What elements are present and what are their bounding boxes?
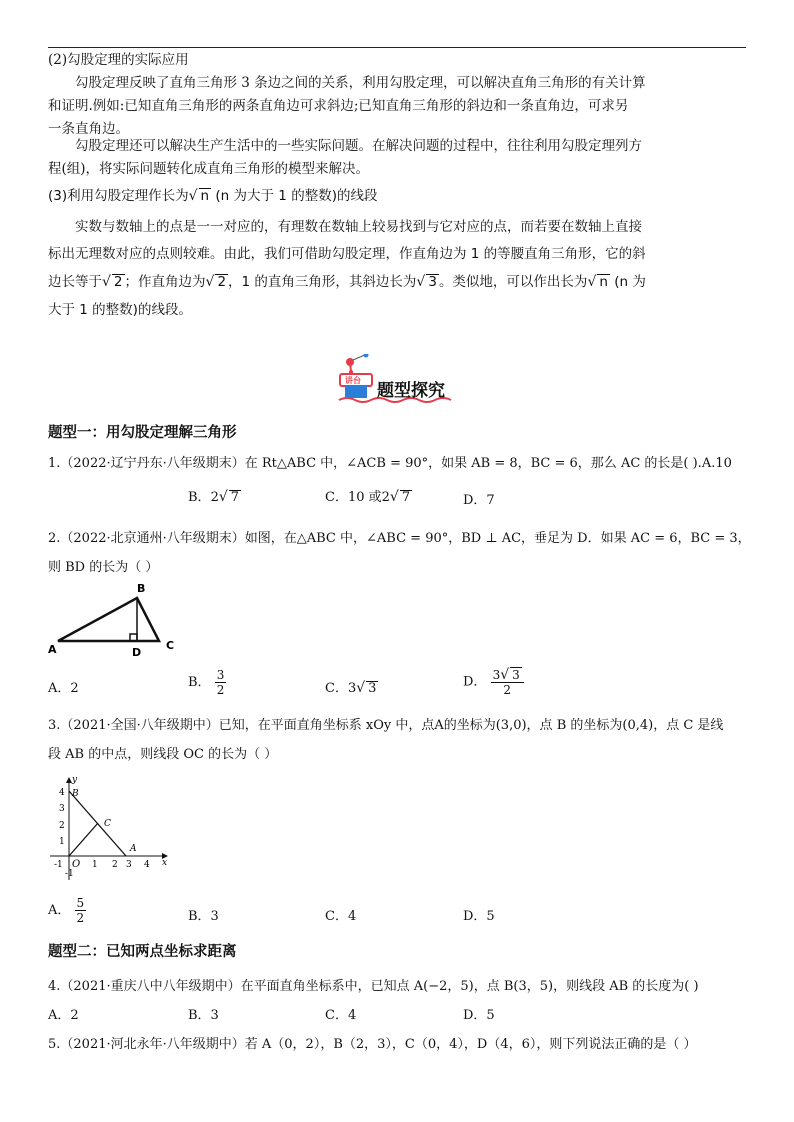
denominator: 2 bbox=[216, 683, 225, 697]
section2-paragraph2-line2: 程(组)，将实际问题转化成直角三角形的模型来解决。 bbox=[48, 161, 370, 177]
q4-option-a: A．2 bbox=[48, 1008, 79, 1023]
section2-paragraph1-line2: 和证明.例如:已知直角三角形的两条直角边可求斜边;已知直角三角形的斜边和一条直角边，可求另 bbox=[48, 98, 629, 114]
q3-xtick: -1 bbox=[54, 860, 63, 870]
q1-stem: 1.（2022·辽宁丹东·八年级期末）在 Rt△ABC 中，∠ACB = 90°，如果 AB = 8，BC = 6，那么 AC 的长是( ).A.10 bbox=[48, 456, 732, 471]
q4-option-d: D．5 bbox=[463, 1008, 495, 1023]
q2-option-b bbox=[188, 668, 226, 697]
q2-triangle-figure bbox=[44, 582, 184, 660]
section3-paragraph-line4: 大于 1 的整数)的线段。 bbox=[48, 302, 192, 318]
section2-paragraph1-line1: 勾股定理反映了直角三角形 3 条边之间的关系，利用勾股定理，可以解决直角三角形的有关计算 bbox=[75, 75, 646, 91]
section3-paragraph-line3: 边长等于√ 2 ；作直角边为√ 2 ，1 的直角三角形，其斜边长为√ 3 。类似地，可以作出长为√ n (n 为 bbox=[48, 274, 646, 290]
section2-paragraph1-line3: 一条直角边。 bbox=[48, 121, 129, 137]
radicand: 7 bbox=[401, 490, 411, 505]
q2-stem-line1: 2.（2022·北京通州·八年级期末）如图，在△ABC 中，∠ABC = 90°，BD ⊥ AC，垂足为 D．如果 AC = 6，BC = 3， bbox=[48, 531, 751, 546]
q3-coordinate-figure bbox=[44, 772, 176, 882]
text-segment: ；作直角边为 bbox=[124, 274, 206, 290]
q2-option-d bbox=[463, 667, 524, 697]
q3-stem-line2: 段 AB 的中点，则线段 OC 的长为（ ） bbox=[48, 747, 278, 762]
section3-paragraph-line1: 实数与数轴上的点是一一对应的，有理数在数轴上较易找到与它对应的点，而若要在数轴上直接 bbox=[75, 219, 642, 235]
section3-heading-radicand: n bbox=[200, 188, 210, 204]
top-rule bbox=[48, 47, 746, 48]
q3-xtick: 4 bbox=[144, 860, 150, 870]
option-label: A． bbox=[48, 903, 71, 918]
q3-ytick: 3 bbox=[59, 804, 65, 814]
section3-heading-pre: (3)利用勾股定理作长为 bbox=[48, 188, 189, 204]
section3-heading: (3)利用勾股定理作长为√ n (n 为大于 1 的整数)的线段 bbox=[48, 188, 378, 204]
q3-stem-line1: 3.（2021·全国·八年级期中）已知，在平面直角坐标系 xOy 中，点A的坐标为(3,0)，点 B 的坐标为(0,4)，点 C 是线 bbox=[48, 718, 724, 733]
option-label: B． bbox=[188, 675, 211, 690]
q3-point-c-label: C bbox=[104, 819, 111, 829]
coef: 3 bbox=[492, 668, 501, 682]
q4-option-b: B．3 bbox=[188, 1008, 219, 1023]
radicand: 2 bbox=[217, 274, 227, 290]
q3-origin-label: O bbox=[72, 859, 81, 870]
text-segment: ，1 的直角三角形，其斜边长为 bbox=[228, 274, 417, 290]
q3-option-b: B．3 bbox=[188, 909, 219, 924]
option-label: C． bbox=[325, 681, 348, 696]
numerator: 5 bbox=[76, 896, 85, 910]
q3-xtick: 1 bbox=[92, 860, 98, 870]
q3-ytick: -1 bbox=[65, 869, 74, 879]
q3-option-d: D．5 bbox=[463, 909, 495, 924]
q1-option-c: C．10 或2√ 7 bbox=[325, 489, 411, 505]
text-segment: 边长等于 bbox=[48, 274, 102, 290]
q2-option-c: C．3√ 3 bbox=[325, 680, 377, 696]
q3-point-a-label: A bbox=[130, 844, 137, 854]
text-segment: (n 为 bbox=[614, 274, 646, 290]
q5-stem: 5.（2021·河北永年·八年级期中）若 A（0，2），B（2，3），C（0，4），D（4，6），则下列说法正确的是（ ） bbox=[48, 1037, 697, 1052]
q3-point-b-label: B bbox=[72, 789, 79, 799]
fraction bbox=[491, 667, 524, 697]
banner-tag: 讲台 bbox=[345, 376, 361, 385]
q3-option-a bbox=[48, 896, 86, 925]
text-segment: 。类似地，可以作出长为 bbox=[438, 274, 588, 290]
q2-label-b: B bbox=[137, 582, 146, 595]
fraction bbox=[215, 668, 227, 697]
q3-option-c: C．4 bbox=[325, 909, 357, 924]
radicand: 3 bbox=[512, 668, 520, 682]
radicand: 3 bbox=[368, 681, 377, 696]
section2-paragraph2-line1: 勾股定理还可以解决生产生活中的一些实际问题。在解决问题的过程中，往往利用勾股定理列方 bbox=[75, 138, 642, 154]
q3-ytick: 1 bbox=[59, 837, 65, 847]
q1-option-b: B．2√ 7 bbox=[188, 489, 240, 505]
option-label: C．10 或 bbox=[325, 490, 382, 505]
q3-ytick: 4 bbox=[59, 788, 65, 798]
q3-x-axis-label: x bbox=[162, 858, 168, 868]
banner-title: 题型探究 bbox=[377, 381, 445, 401]
type1-heading: 题型一：用勾股定理解三角形 bbox=[48, 425, 237, 441]
coef: 3 bbox=[347, 681, 357, 696]
section2-heading: (2)勾股定理的实际应用 bbox=[48, 52, 189, 68]
q1-option-d: D．7 bbox=[463, 493, 495, 508]
q3-ytick: 2 bbox=[59, 821, 65, 831]
q3-xtick: 3 bbox=[126, 860, 132, 870]
denominator: 2 bbox=[503, 683, 511, 697]
type2-heading: 题型二：已知两点坐标求距离 bbox=[48, 944, 237, 960]
denominator: 2 bbox=[76, 911, 85, 925]
coef: 2 bbox=[210, 490, 219, 505]
q2-label-c: C bbox=[166, 639, 175, 652]
numerator: 3√ 3 bbox=[491, 667, 524, 683]
q4-option-c: C．4 bbox=[325, 1008, 357, 1023]
coef: 2 bbox=[381, 490, 390, 505]
q3-xtick: 2 bbox=[112, 860, 118, 870]
q3-y-axis-label: y bbox=[72, 775, 78, 785]
q2-label-d: D bbox=[132, 646, 142, 659]
radicand: 3 bbox=[428, 274, 437, 290]
radicand: 2 bbox=[113, 274, 123, 290]
q2-label-a: A bbox=[48, 643, 57, 656]
radicand: n bbox=[599, 274, 608, 290]
radicand: 7 bbox=[230, 490, 240, 505]
section3-heading-post: (n 为大于 1 的整数)的线段 bbox=[215, 188, 378, 204]
option-label: D． bbox=[463, 674, 487, 690]
numerator: 3 bbox=[216, 668, 225, 682]
topic-banner bbox=[337, 354, 457, 404]
fraction bbox=[75, 896, 87, 925]
section3-paragraph-line2: 标出无理数对应的点则较难。由此，我们可借助勾股定理，作直角边为 1 的等腰直角三角形，它的斜 bbox=[48, 246, 646, 262]
q2-option-a: A．2 bbox=[48, 681, 79, 696]
q4-stem: 4.（2021·重庆八中八年级期中）在平面直角坐标系中，已知点 A(−2，5)，点 B(3，5)，则线段 AB 的长度为( ) bbox=[48, 979, 699, 994]
option-label: B． bbox=[188, 490, 211, 505]
q2-stem-line2: 则 BD 的长为（ ） bbox=[48, 560, 159, 575]
